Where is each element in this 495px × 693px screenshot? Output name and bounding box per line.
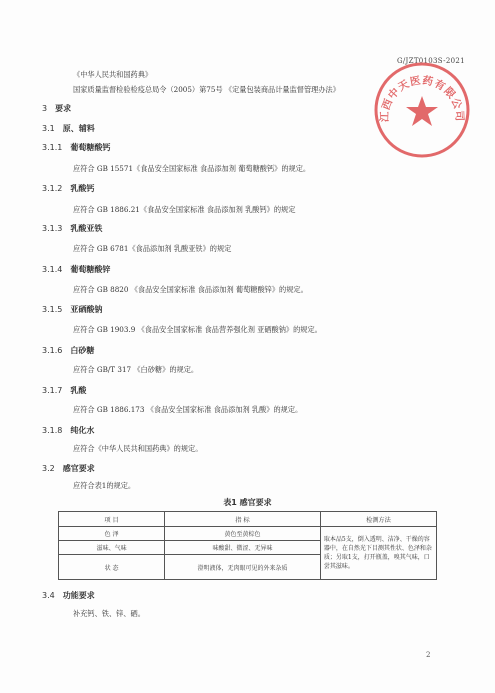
table-header: 检测方法 <box>320 512 436 527</box>
section-title: 要求 <box>55 104 72 113</box>
table-cell-index: 澄明液体，无肉眼可见的外来杂质 <box>165 555 321 580</box>
section-3-4-text: 补充钙、铁、锌、硒。 <box>73 609 145 618</box>
section-title: 乳酸钙 <box>70 184 95 193</box>
header-line-2: 国家质量监督检验检疫总局令（2005）第75号 《定量包装商品计量监督管理办法》 <box>73 85 340 94</box>
section-title: 原、辅料 <box>62 124 95 133</box>
section-3-1-3-text: 应符合 GB 6781《食品添加剂 乳酸亚铁》的规定 <box>73 244 232 253</box>
section-number: 3.2 <box>42 464 55 473</box>
section-3-2-text: 应符合表1的规定。 <box>73 481 136 490</box>
section-number: 3.1.1 <box>42 143 63 152</box>
section-number: 3.1 <box>42 124 55 133</box>
table-cell-item: 状 态 <box>59 555 165 580</box>
section-title: 白砂糖 <box>70 346 95 355</box>
section-3-1-1 <box>42 142 110 153</box>
section-3-1-3 <box>42 223 102 234</box>
table-cell-item: 滋味、气味 <box>59 541 165 555</box>
section-number: 3.1.6 <box>42 346 63 355</box>
section-number: 3.1.2 <box>42 184 63 193</box>
document-id: G/JZT0103S-2021 <box>397 57 465 65</box>
table-cell-item: 色 泽 <box>59 527 165 541</box>
section-title: 葡萄糖酸钙 <box>70 143 111 152</box>
section-title: 亚硒酸钠 <box>70 305 103 314</box>
section-3-1-7 <box>42 385 86 396</box>
table-header: 指 标 <box>165 512 321 527</box>
section-title: 乳酸 <box>70 386 87 395</box>
section-title: 功能要求 <box>62 591 95 600</box>
header-line-1: 《中华人民共和国药典》 <box>73 70 153 79</box>
section-3 <box>42 103 71 114</box>
table-cell-method: 取本品5支，倒入透明、洁净、干燥的容器中，在自然光下目测其性状、色泽和杂质；另取1支，打开瓶盖，嗅其气味，口尝其滋味。 <box>320 527 436 580</box>
section-3-1-6-text: 应符合 GB/T 317 《白砂糖》的规定。 <box>73 365 199 374</box>
section-3-1-5 <box>42 304 102 315</box>
table-header: 项 目 <box>59 512 165 527</box>
section-number: 3.4 <box>42 591 55 600</box>
section-number: 3.1.7 <box>42 386 63 395</box>
seal-lettering: 江西中天医药有限公司 <box>378 74 466 123</box>
table-header-row <box>59 512 437 527</box>
section-number: 3 <box>42 104 48 113</box>
section-title: 纯化水 <box>70 426 95 435</box>
section-3-1-8-text: 应符合《中华人民共和国药典》的规定。 <box>73 444 203 453</box>
section-number: 3.1.3 <box>42 224 63 233</box>
table-row <box>59 527 437 541</box>
section-number: 3.1.5 <box>42 305 63 314</box>
company-seal <box>372 60 472 160</box>
section-3-1-2 <box>42 183 94 194</box>
section-3-1-4-text: 应符合 GB 8820 《食品安全国家标准 食品添加剂 葡萄糖酸锌》的规定。 <box>73 285 308 294</box>
section-3-1-5-text: 应符合 GB 1903.9 《食品安全国家标准 食品营养强化剂 亚硒酸钠》的规定。 <box>73 325 322 334</box>
page-number: 2 <box>426 651 431 659</box>
table-cell-index: 味酸甜、微涩、无异味 <box>165 541 321 555</box>
section-3-1-6 <box>42 345 94 356</box>
section-3-1-4 <box>42 264 110 275</box>
table-cell-index: 黄色至黄棕色 <box>165 527 321 541</box>
section-title: 感官要求 <box>62 464 95 473</box>
section-3-1-7-text: 应符合 GB 1886.173 《食品安全国家标准 食品添加剂 乳酸》的规定。 <box>73 405 303 414</box>
section-title: 乳酸亚铁 <box>70 224 103 233</box>
section-3-4 <box>42 590 95 601</box>
section-number: 3.1.4 <box>42 265 63 274</box>
section-3-1 <box>42 123 95 134</box>
section-3-1-8 <box>42 425 94 436</box>
seal-star-icon <box>406 96 438 126</box>
table-caption: 表1 感官要求 <box>223 498 272 507</box>
section-3-1-2-text: 应符合 GB 1886.21《食品安全国家标准 食品添加剂 乳酸钙》的规定 <box>73 205 296 214</box>
section-3-1-1-text: 应符合 GB 15571《食品安全国家标准 食品添加剂 葡萄糖酸钙》的规定。 <box>73 164 311 173</box>
section-3-2 <box>42 463 95 474</box>
section-number: 3.1.8 <box>42 426 63 435</box>
section-title: 葡萄糖酸锌 <box>70 265 111 274</box>
sensory-requirements-table <box>58 511 437 580</box>
